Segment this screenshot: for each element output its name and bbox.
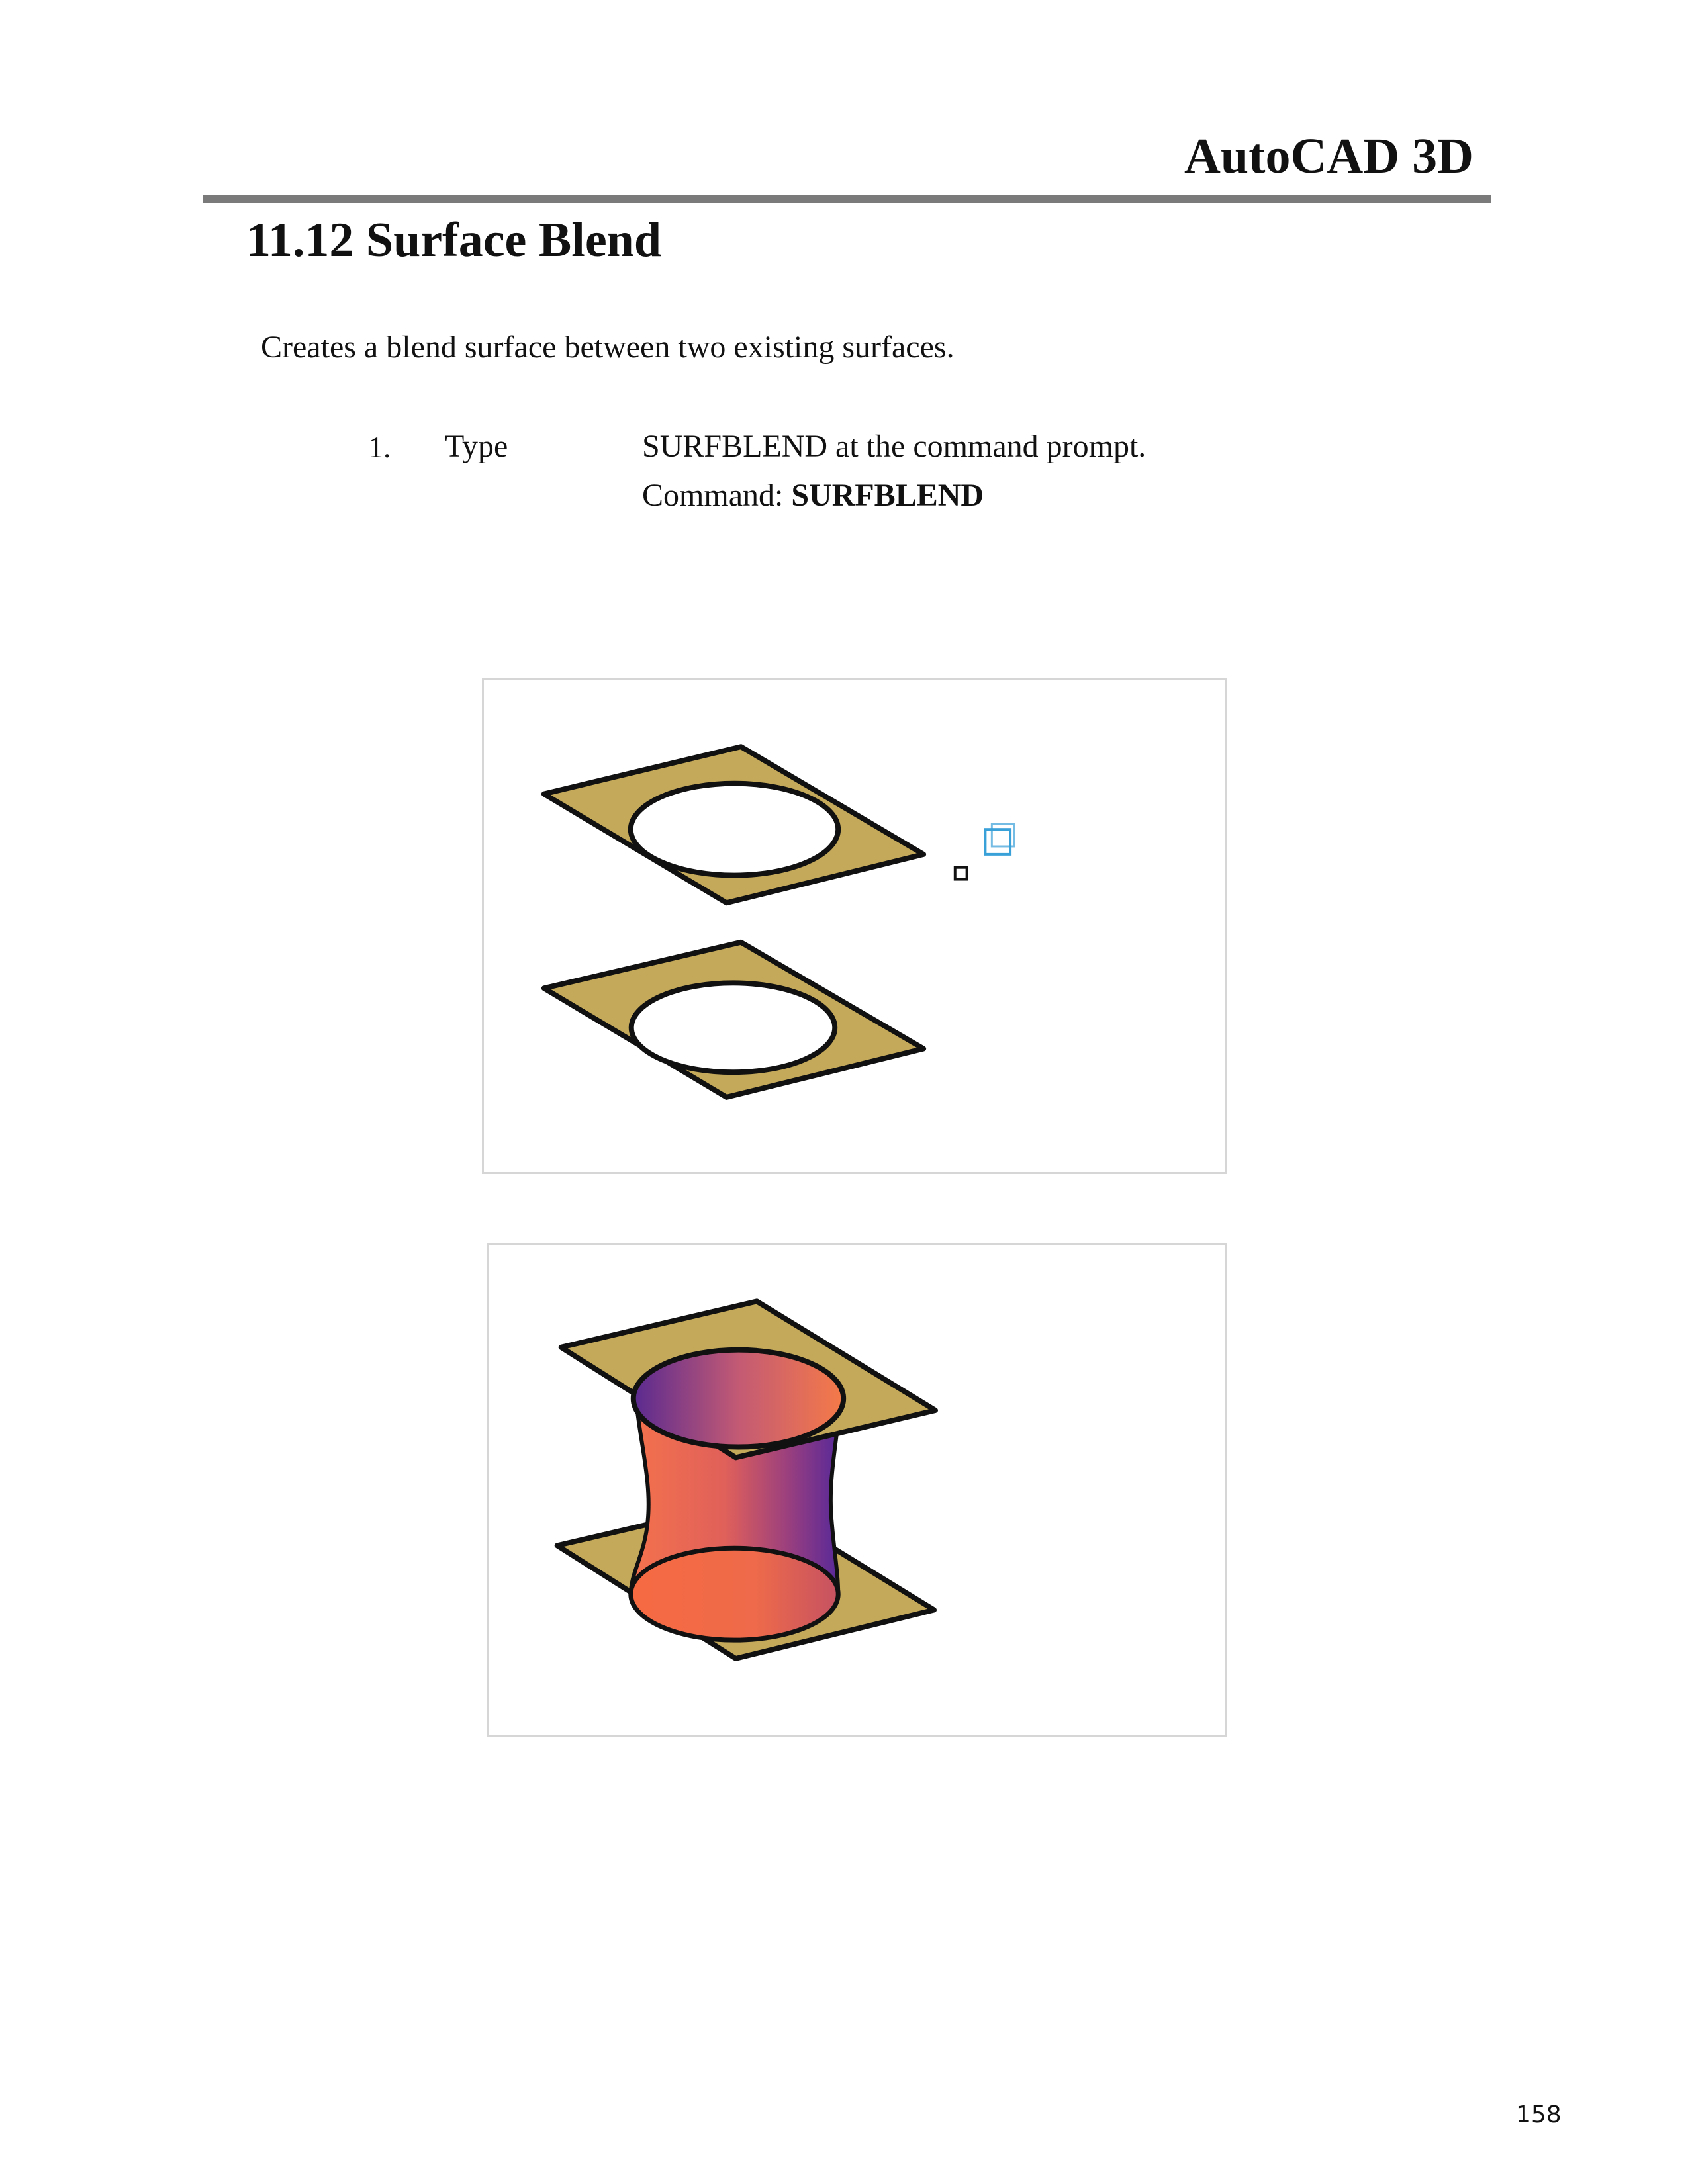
step-number: 1. (368, 430, 391, 464)
command-prefix: Command: (642, 478, 792, 513)
step-label: Type (445, 429, 508, 464)
header-rule (203, 195, 1491, 203)
intro-paragraph: Creates a blend surface between two existing surfaces. (261, 330, 955, 365)
header-title: AutoCAD 3D (1184, 128, 1474, 184)
figure-blend-result (487, 1243, 1227, 1737)
figure-blend-result-drawing (489, 1245, 1225, 1735)
section-heading: 11.12 Surface Blend (246, 213, 661, 267)
upper-surface (561, 1301, 935, 1457)
page-number: 158 (1516, 2101, 1562, 2128)
figure-two-surfaces (482, 678, 1227, 1174)
figure-two-surfaces-drawing (484, 680, 1225, 1172)
command-name: SURFBLEND (791, 478, 984, 513)
pickbox-icon (955, 868, 967, 880)
cube-grip-icon (985, 829, 1010, 854)
step-text: SURFBLEND at the command prompt. (642, 429, 1147, 464)
step-command (642, 477, 984, 515)
upper-surface (544, 747, 923, 903)
lower-surface (544, 942, 923, 1097)
